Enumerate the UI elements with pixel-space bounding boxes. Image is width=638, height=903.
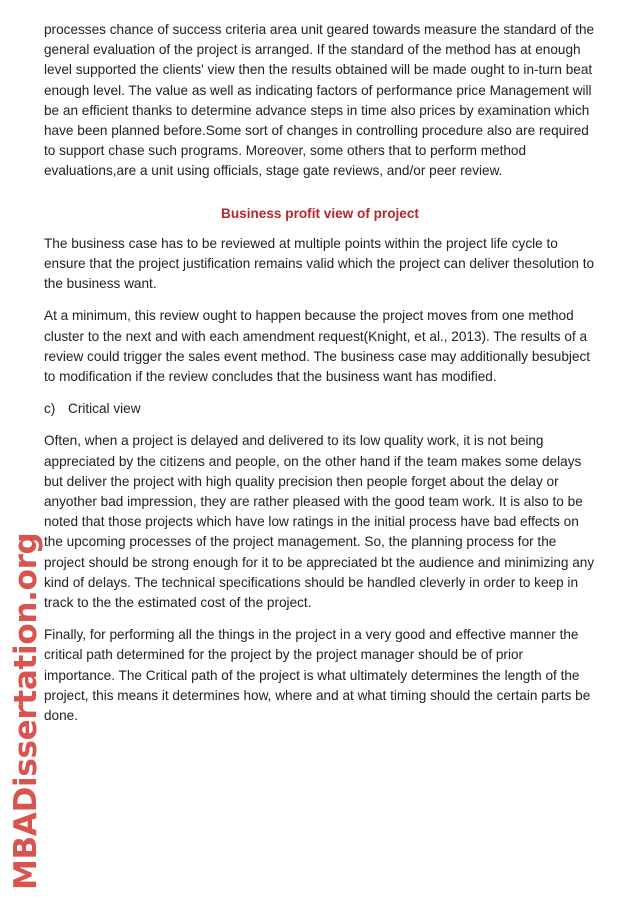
paragraph-5: Finally, for performing all the things in the project in a very good and effective manner the critical path determined for the project by the project manager should be of prior importance. The Critical path of the project is what ultimately determines the length of the project, this means it determines how, where and at what timing should the certain parts be done. <box>44 627 591 724</box>
watermark <box>2 532 46 890</box>
list-item-critical-view <box>44 399 596 419</box>
watermark-text: MBADissertation.org <box>8 532 44 890</box>
section-heading: Business profit view of project <box>221 205 419 221</box>
paragraph-2: The business case has to be reviewed at multiple points within the project life cycle to ensure that the project justification remains valid which the project can deliver thesolution to the business want. <box>44 235 595 292</box>
list-item-label: c) <box>44 401 56 417</box>
list-item-text: Critical view <box>68 401 141 417</box>
document-body <box>44 20 596 738</box>
paragraph-3: At a minimum, this review ought to happen because the project moves from one method cluster to the next and with each amendment request(Knight, et al., 2013). The results of a review could trigger the sales event method. The business case may additionally besubject to modification if the review concludes that the business want has modified. <box>44 308 591 385</box>
paragraph-1: processes chance of success criteria area unit geared towards measure the standard of the general evaluation of the project is arranged. If the standard of the method has at enough level supported the clients' view then the results obtained will be made ought to in-turn beat enough level. The value as well as indicating factors of performance price Management will be an efficient thanks to determine advance steps in time also prices by examination which have been planned before.Some sort of changes in controlling procedure also are required to support chase such programs. Moreover, some others that to perform method evaluations,are a unit using officials, stage gate reviews, and/or peer review. <box>44 22 595 179</box>
paragraph-4: Often, when a project is delayed and delivered to its low quality work, it is not being appreciated by the citizens and people, on the other hand if the team makes some delays but deliver the project with high quality precision then people forget about the delay or anyother bad impression, they are rather pleased with the good team work. It is also to be noted that those projects which have low ratings in the initial process have bad effects on the upcoming processes of the project management. So, the planning process for the project should be strong enough for it to be appreciated bt the audience and minimizing any kind of delays. The technical specifications should be handled cleverly in order to keep in track to the the estimated cost of the project. <box>44 433 595 611</box>
